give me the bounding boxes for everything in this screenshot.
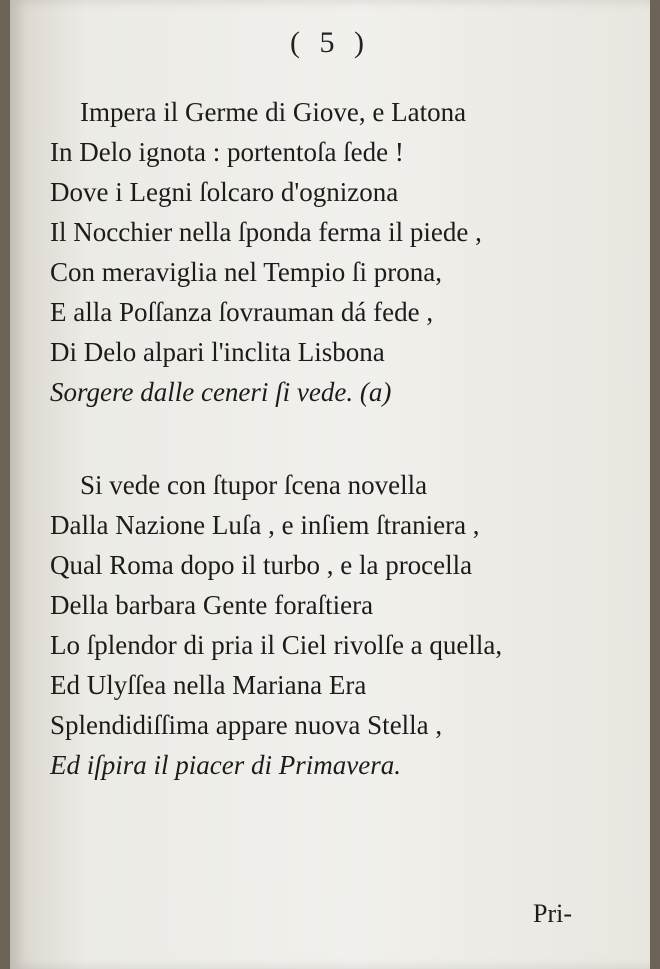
verse-line: Ed Ulyſſea nella Mariana Era bbox=[50, 670, 367, 700]
verse-line: Sorgere dalle ceneri ſi vede. (a) bbox=[50, 377, 392, 407]
stanza-2 bbox=[50, 465, 620, 785]
book-page bbox=[10, 0, 650, 969]
catchword: Pri- bbox=[533, 899, 572, 928]
verse-line: In Delo ignota : portentoſa ſede ! bbox=[50, 137, 404, 167]
verse-line: Lo ſplendor di pria il Ciel rivolſe a quella, bbox=[50, 630, 503, 660]
verse-line: Il Nocchier nella ſponda ferma il piede , bbox=[50, 217, 482, 247]
verse-line: Qual Roma dopo il turbo , e la procella bbox=[50, 550, 473, 580]
verse-line: Splendidiſſima appare nuova Stella , bbox=[50, 710, 443, 740]
page-number: ( 5 ) bbox=[290, 26, 370, 59]
stanza-1 bbox=[50, 92, 620, 412]
verse-line: Ed iſpira il piacer di Primavera. bbox=[50, 750, 401, 780]
verse-line: Dove i Legni ſolcaro d'ognizona bbox=[50, 177, 399, 207]
verse-line: Con meraviglia nel Tempio ſi prona, bbox=[50, 257, 443, 287]
verse-line: Impera il Germe di Giove, e Latona bbox=[80, 97, 467, 127]
verse-line: Di Delo alpari l'inclita Lisbona bbox=[50, 337, 385, 367]
verse-line: Si vede con ſtupor ſcena novella bbox=[80, 470, 428, 500]
verse-line: Della barbara Gente foraſtiera bbox=[50, 590, 374, 620]
verse-line: Dalla Nazione Luſa , e inſiem ſtraniera , bbox=[50, 510, 480, 540]
verse-line: E alla Poſſanza ſovrauman dá fede , bbox=[50, 297, 434, 327]
